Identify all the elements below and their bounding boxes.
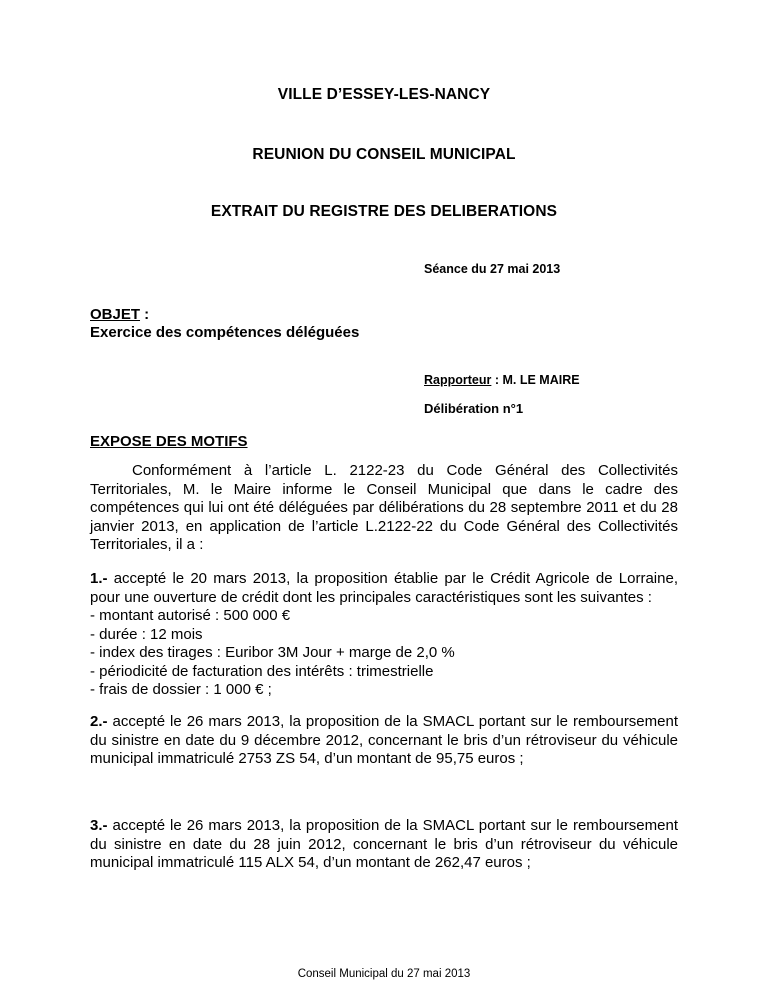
expose-heading: EXPOSE DES MOTIFS [90, 433, 248, 450]
objet-block [90, 306, 359, 342]
deliberation-number: Délibération n°1 [424, 401, 524, 416]
item-number: 2.- [90, 713, 108, 730]
intro-paragraph: Conformément à l’article L. 2122-23 du Code Général des Collectivités Territoriales, M. le Maire informe le Conseil Municipal que dans le cadre des compétences qui lui ont été déléguées par délibérations du 28 septembre 2011 et du 28 janvier 2013, en application de l’article L.2122-22 du Code Général des Collectivités Territoriales, il a : [90, 462, 678, 553]
detail-line: - périodicité de facturation des intérêts : trimestrielle [90, 662, 434, 680]
detail-line: - index des tirages : Euribor 3M Jour + marge de 2,0 % [90, 644, 455, 661]
objet-colon: : [140, 306, 150, 323]
item-paragraph-1 [90, 570, 678, 700]
objet-heading [90, 306, 359, 324]
item-number: 1.- [90, 570, 108, 587]
item-text: accepté le 26 mars 2013, la proposition de la SMACL portant sur le remboursement du sinistre en date du 28 juin 2012, concernant le bris d’un rétroviseur du véhicule municipal immatriculé 115 ALX 54, d’un montant de 262,47 euros ; [90, 817, 678, 871]
rapporteur-value: : M. LE MAIRE [491, 373, 580, 387]
item-number: 3.- [90, 817, 108, 834]
objet-label: OBJET [90, 306, 141, 323]
detail-line: - durée : 12 mois [90, 625, 203, 643]
item-text: accepté le 20 mars 2013, la proposition établie par le Crédit Agricole de Lorraine, pour une ouverture de crédit dont les principales caractéristiques sont les suivantes : [90, 570, 678, 606]
meeting-title: REUNION DU CONSEIL MUNICIPAL [252, 146, 516, 163]
session-date: Séance du 27 mai 2013 [424, 262, 561, 276]
detail-line: - montant autorisé : 500 000 € [90, 607, 291, 624]
rapporteur-label: Rapporteur [424, 373, 492, 387]
register-title: EXTRAIT DU REGISTRE DES DELIBERATIONS [210, 203, 558, 220]
item-paragraph-2 [90, 713, 678, 769]
page-footer: Conseil Municipal du 27 mai 2013 [297, 968, 471, 980]
town-title: VILLE D’ESSEY-LES-NANCY [277, 86, 491, 103]
item-paragraph-3 [90, 817, 678, 873]
rapporteur-line [424, 373, 580, 387]
item-text: accepté le 26 mars 2013, la proposition de la SMACL portant sur le remboursement du sinistre en date du 9 décembre 2012, concernant le bris d’un rétroviseur du véhicule municipal immatriculé 2753 ZS 54, d’un montant de 95,75 euros ; [90, 713, 678, 767]
objet-subject: Exercice des compétences déléguées [90, 324, 360, 341]
detail-line: - frais de dossier : 1 000 € ; [90, 681, 272, 698]
